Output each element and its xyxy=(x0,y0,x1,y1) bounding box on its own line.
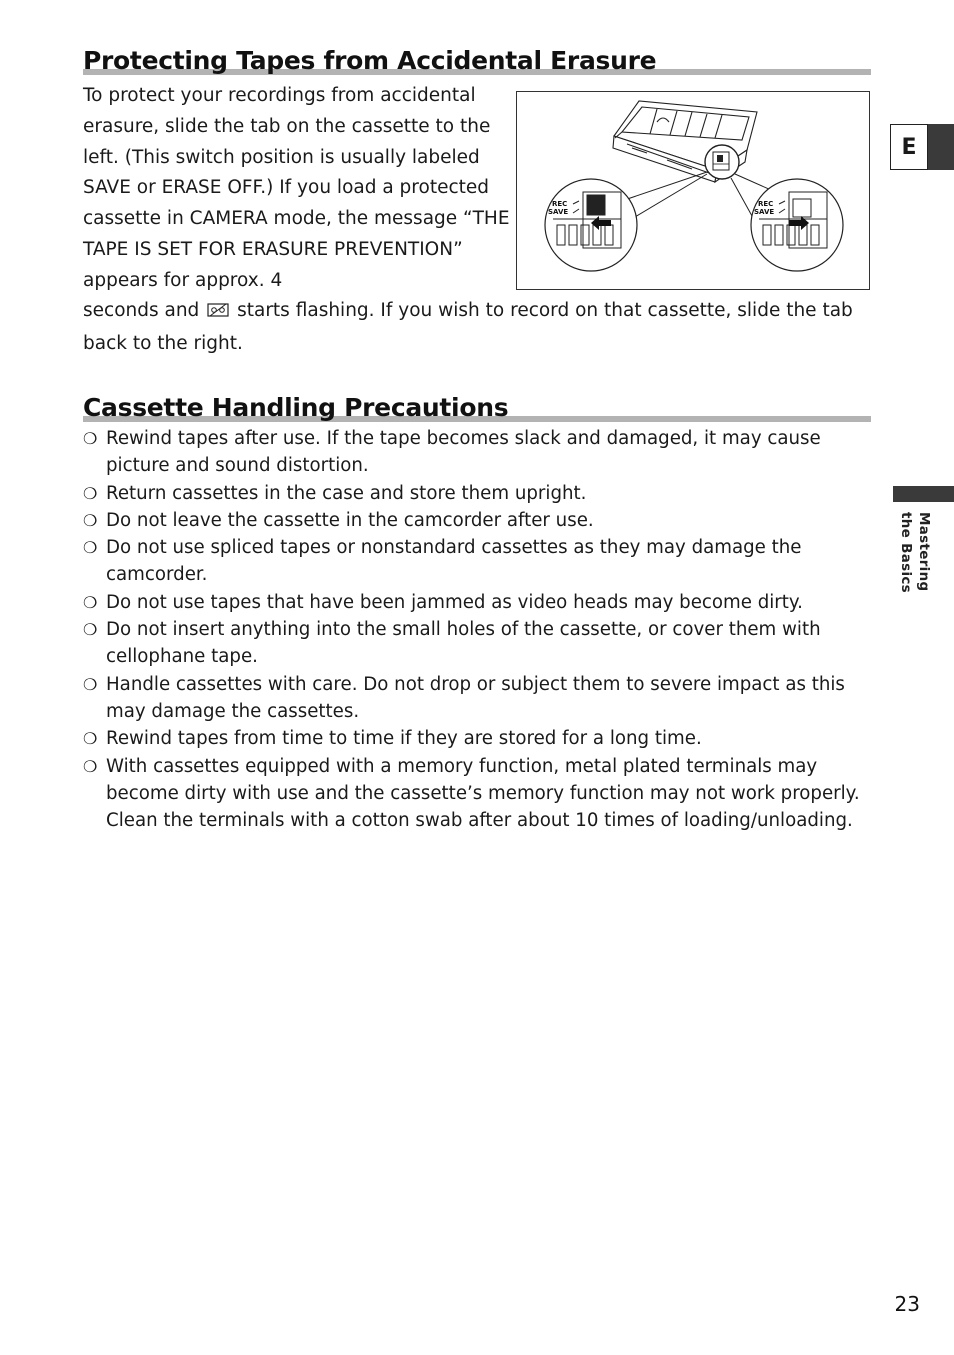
language-tab-letter: E xyxy=(890,124,928,170)
chapter-tab-label xyxy=(893,512,933,612)
bullet-icon: ❍ xyxy=(83,620,98,640)
erasure-text-after-icon: starts flashing. If you wish to record on that cassette, slide the tab back to the right. xyxy=(83,300,853,354)
bullet-icon: ❍ xyxy=(83,538,98,558)
bullet-icon: ❍ xyxy=(83,729,98,749)
list-item: ❍ Rewind tapes from time to time if they are stored for a long time. xyxy=(83,725,883,752)
erasure-text-before-icon: seconds and xyxy=(83,300,200,321)
language-tab xyxy=(890,124,954,172)
chapter-tab-line1: Mastering xyxy=(916,512,932,592)
precautions-list xyxy=(83,425,883,834)
list-item: ❍ Do not leave the cassette in the camcorder after use. xyxy=(83,507,883,534)
language-tab-marker xyxy=(928,124,954,170)
section-title-precautions: Cassette Handling Precautions xyxy=(83,393,509,422)
page-number: 23 xyxy=(894,1292,920,1316)
left-save-label: SAVE xyxy=(548,208,569,216)
bullet-icon: ❍ xyxy=(83,483,98,503)
bullet-icon: ❍ xyxy=(83,592,98,612)
chapter-tab-line2: the Basics xyxy=(898,512,914,594)
bullet-icon: ❍ xyxy=(83,429,98,448)
protected-cassette-icon xyxy=(207,298,229,329)
cassette-tab-illustration xyxy=(516,91,870,290)
right-rec-label: REC xyxy=(758,200,774,208)
bullet-icon: ❍ xyxy=(83,674,98,694)
erasure-paragraph-lead: To protect your recordings from accidental erasure, slide the tab on the cassette to the left. (This switch position is usually labeled SAVE or ERASE OFF.) If you load a protected cassette in CAMERA mode, the message “THE TAPE IS SET FOR ERASURE PREVENTION” appears for approx. 4 xyxy=(83,85,510,291)
section-title-erasure: Protecting Tapes from Accidental Erasure xyxy=(83,46,657,75)
list-item: ❍ Do not insert anything into the small holes of the cassette, or cover them with cellophane tape. xyxy=(83,616,883,671)
bullet-icon: ❍ xyxy=(83,510,98,530)
chapter-tab-marker xyxy=(893,486,954,502)
list-item: ❍ Rewind tapes after use. If the tape becomes slack and damaged, it may cause picture and sound distortion. xyxy=(83,425,883,480)
list-item: ❍ With cassettes equipped with a memory function, metal plated terminals may become dirty with use and the cassette’s memory function may not work properly. Clean the terminals with a cotton swab after about 10 times of loading/unloading. xyxy=(83,753,883,835)
list-item: ❍ Do not use tapes that have been jammed as video heads may become dirty. xyxy=(83,589,883,616)
list-item: ❍ Do not use spliced tapes or nonstandard cassettes as they may damage the camcorder. xyxy=(83,534,883,589)
erasure-paragraph-continued xyxy=(83,296,873,360)
list-item: ❍ Return cassettes in the case and store them upright. xyxy=(83,480,883,507)
bullet-icon: ❍ xyxy=(83,756,98,776)
list-item: ❍ Handle cassettes with care. Do not drop or subject them to severe impact as this may damage the cassettes. xyxy=(83,671,883,726)
right-save-label: SAVE xyxy=(754,208,775,216)
left-rec-label: REC xyxy=(552,200,568,208)
